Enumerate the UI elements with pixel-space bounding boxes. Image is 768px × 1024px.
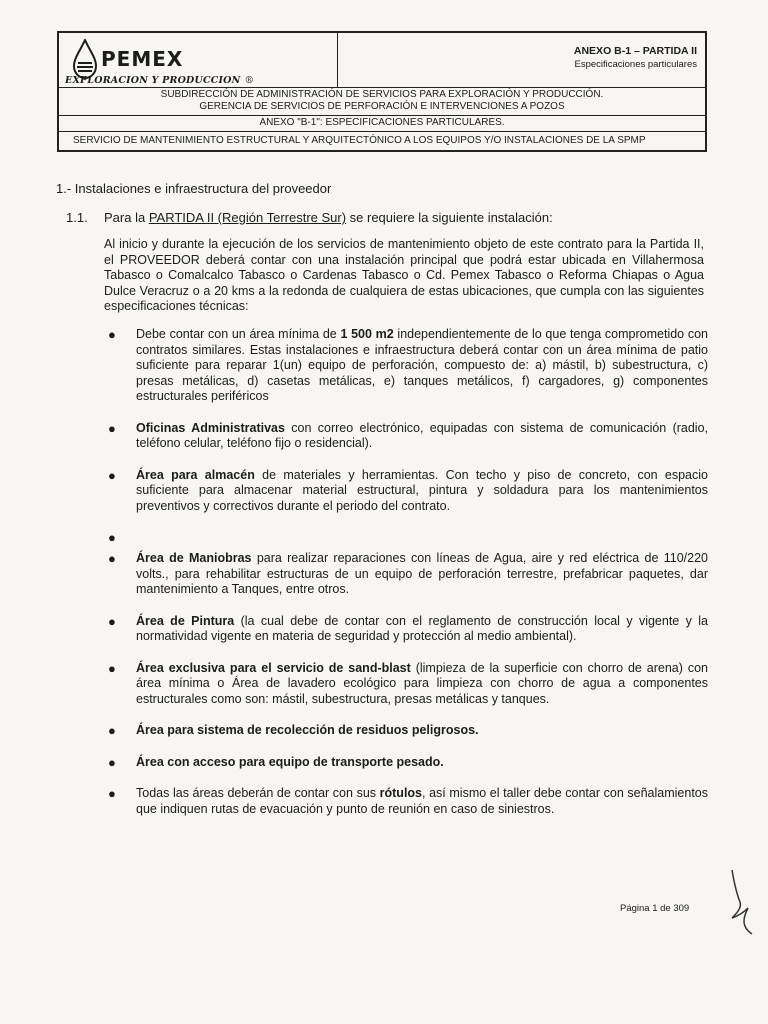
bullet-icon: ● <box>108 420 116 436</box>
service-row: SERVICIO DE MANTENIMIENTO ESTRUCTURAL Y ARQUITECTÓNICO A LOS EQUIPOS Y/O INSTALACIONES DE LA SPMP <box>73 135 646 146</box>
subdirection-row <box>59 88 705 116</box>
intro-paragraph: Al inicio y durante la ejecución de los servicios de mantenimiento objeto de este contrato para la Partida II, el PROVEEDOR deberá contar con una instalación principal que podrá estar ubicada en Villahermosa Tabasco o Comalcalco Tabasco o Cardenas Tabasco o Cd. Pemex Tabasco o Reforma Chiapas o Agua Dulce Veracruz o a 20 kms a la redonda de cualquiera de estas ubicaciones, que cumpla con las siguientes especificaciones técnicas: <box>104 237 704 313</box>
subsection-number: 1.1. <box>66 210 88 225</box>
bullet-icon: ● <box>108 327 116 342</box>
registered-mark: ® <box>244 75 255 86</box>
annex-row: ANEXO "B-1": ESPECIFICACIONES PARTICULARES. <box>59 116 705 132</box>
bullet-icon: ● <box>108 530 116 545</box>
logo-tagline: EXPLORACION Y PRODUCCION ® <box>65 75 255 86</box>
header-top-row <box>59 33 705 88</box>
list-item: ● Área para sistema de recolección de residuos peligrosos. <box>108 723 479 738</box>
section-title: 1.- Instalaciones e infraestructura del proveedor <box>56 181 332 196</box>
list-item: ● Área para almacén de materiales y herramientas. Con techo y piso de concreto, con espacio suficiente para almacenar material estructural, pintura y soldadura para los mantenimientos preventivos y correctivos durante el periodo del contrato. <box>108 467 708 513</box>
list-item: ● Debe contar con un área mínima de 1 500 m2 independientemente de lo que tenga comprometido con contratos similares. Estas instalaciones e infraestructura deberá contar con un área mínima de patio suficiente para reparar 1(un) equipo de perforación, compuesto de: a) mástil, b) subestructura, c) presas metálicas, d) casetas metálicas, e) tanques metálicos, f) cargadores, g) componentes estructurales periféricos <box>108 327 708 403</box>
list-item: ● Todas las áreas deberán de contar con sus rótulos, así mismo el taller debe contar con señalamientos que indiquen rutas de evacuación y punto de reunión en caso de siniestros. <box>108 786 708 816</box>
list-item: ● Área con acceso para equipo de transporte pesado. <box>108 754 444 770</box>
subdirection-line-2: GERENCIA DE SERVICIOS DE PERFORACIÓN E INTERVENCIONES A POZOS <box>199 101 565 112</box>
bullet-icon: ● <box>108 660 116 676</box>
document-header <box>57 31 707 152</box>
list-item: ● Área de Maniobras para realizar reparaciones con líneas de Agua, aire y red eléctrica de 110/220 volts., para rehabilitar estructuras de un equipo de perforación terrestre, prefabricar paquetes, dar mantenimiento a Tanques, entre otros. <box>108 551 708 596</box>
list-item <box>104 530 708 545</box>
handwritten-signature <box>722 868 762 938</box>
list-item: ● Área exclusiva para el servicio de sand-blast (limpieza de la superficie con chorro de arena) con área mínima o Área de lavadero ecológico para limpieza con chorro de agua a componentes estructurales como son: mástil, subestructura, presas metálicas y tanques. <box>108 660 708 706</box>
pemex-logo <box>59 33 338 87</box>
annex-title: ANEXO B-1 – PARTIDA II <box>573 45 697 57</box>
bullet-icon: ● <box>108 551 116 566</box>
bullet-icon: ● <box>108 613 116 629</box>
annex-subtitle: Especificaciones particulares <box>574 59 697 70</box>
oil-drop-icon <box>71 39 99 79</box>
subsection-title: 1.1. Para la PARTIDA II (Región Terrestre Sur) se requiere la siguiente instalación: <box>66 210 553 225</box>
page-number: Página 1 de 309 <box>620 903 690 914</box>
bullet-icon: ● <box>108 754 116 770</box>
list-item: ● Oficinas Administrativas con correo electrónico, equipadas con sistema de comunicación (radio, teléfono celular, teléfono fijo o residencial). <box>108 420 708 450</box>
bullet-icon: ● <box>108 723 116 738</box>
logo-wordmark: PEMEX <box>101 47 184 71</box>
annex-cell <box>338 33 705 87</box>
bullet-icon: ● <box>108 467 116 483</box>
requirements-list <box>104 327 708 833</box>
partida-link: PARTIDA II (Región Terrestre Sur) <box>148 210 347 225</box>
subdirection-line-1: SUBDIRECCIÓN DE ADMINISTRACIÓN DE SERVICIOS PARA EXPLORACIÓN Y PRODUCCIÓN. <box>160 89 604 100</box>
bullet-icon: ● <box>108 786 116 801</box>
list-item: ● Área de Pintura (la cual debe de contar con el reglamento de construcción local y vigente y la normatividad vigente en materia de seguridad y protección al medio ambiental). <box>108 613 709 643</box>
